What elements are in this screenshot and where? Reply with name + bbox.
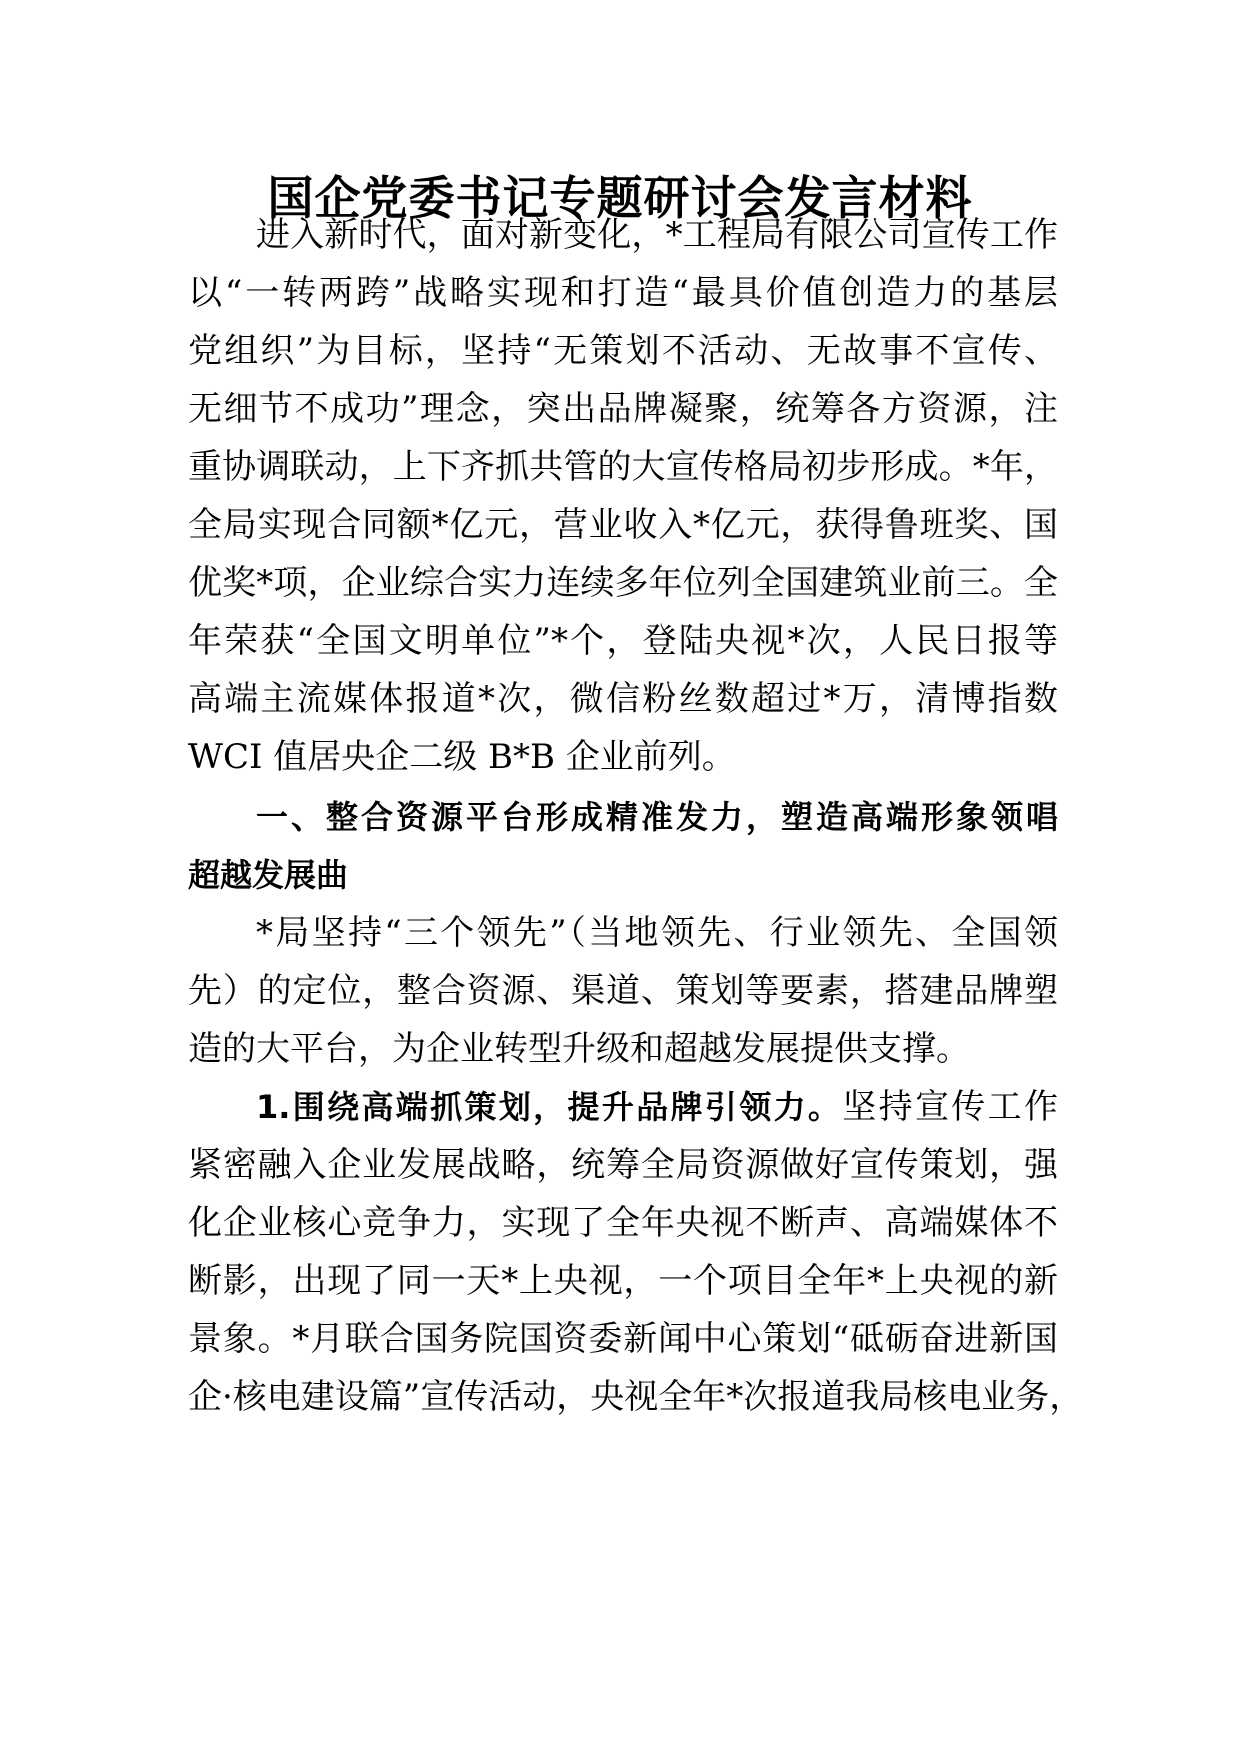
intro-line: WCI 值居央企二级 B*B 企业前列。 [188, 737, 736, 777]
section-body-line: *局坚持“三个领先”（当地领先、行业领先、全国领 [256, 913, 1058, 953]
section-heading-line: 一、整合资源平台形成精准发力，塑造高端形象领唱 [256, 798, 1058, 836]
intro-line: 高端主流媒体报道*次，微信粉丝数超过*万，清博指数 [188, 679, 1058, 719]
intro-line: 重协调联动，上下齐抓共管的大宣传格局初步形成。*年， [188, 447, 1058, 487]
section-body-line: 造的大平台，为企业转型升级和超越发展提供支撑。 [188, 1029, 970, 1069]
item-lead-rest: 坚持宣传工作 [842, 1087, 1058, 1127]
section-heading-line: 超越发展曲 [188, 856, 349, 894]
intro-line: 党组织”为目标，坚持“无策划不活动、无故事不宣传、 [188, 331, 1058, 371]
item-body-line: 紧密融入企业发展战略，统筹全局资源做好宣传策划，强 [188, 1145, 1058, 1185]
intro-line: 无细节不成功”理念，突出品牌凝聚，统筹各方资源，注 [188, 389, 1058, 429]
document-title: 国企党委书记专题研讨会发言材料 [267, 171, 973, 225]
intro-line: 以“一转两跨”战略实现和打造“最具价值创造力的基层 [188, 273, 1058, 313]
item-body-line: 景象。*月联合国务院国资委新闻中心策划“砥砺奋进新国 [188, 1319, 1058, 1359]
item-body-line: 化企业核心竞争力，实现了全年央视不断声、高端媒体不 [188, 1203, 1058, 1243]
intro-line: 全局实现合同额*亿元，营业收入*亿元，获得鲁班奖、国 [188, 505, 1058, 545]
intro-line: 年荣获“全国文明单位”*个，登陆央视*次，人民日报等 [188, 621, 1058, 661]
item-body-line: 企·核电建设篇”宣传活动，央视全年*次报道我局核电业务， [188, 1377, 1084, 1417]
intro-line: 进入新时代，面对新变化，*工程局有限公司宣传工作 [256, 215, 1058, 255]
item-lead-line [256, 1075, 1058, 1139]
item-body-line: 断影，出现了同一天*上央视，一个项目全年*上央视的新 [188, 1261, 1058, 1301]
intro-line: 优奖*项，企业综合实力连续多年位列全国建筑业前三。全 [188, 563, 1058, 603]
item-lead-bold: 1.围绕高端抓策划，提升品牌引领力。 [256, 1088, 843, 1126]
section-body-line: 先）的定位，整合资源、渠道、策划等要素，搭建品牌塑 [188, 971, 1058, 1011]
